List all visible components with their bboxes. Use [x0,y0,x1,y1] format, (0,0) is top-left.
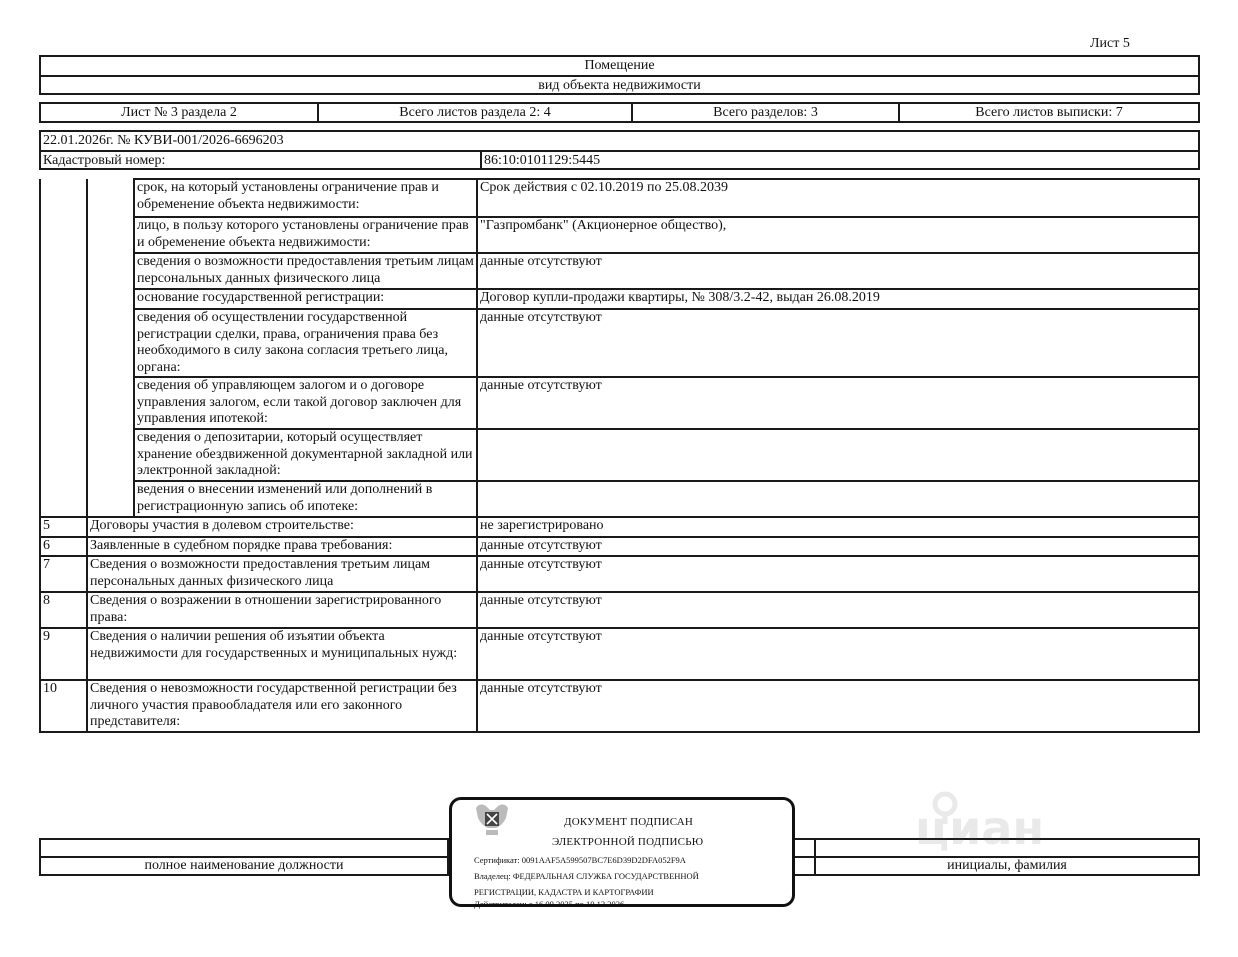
russian-coat-of-arms-icon [470,800,514,840]
row-value: данные отсутствуют [477,556,1199,592]
total-sheets-section: Всего листов раздела 2: 4 [319,104,633,121]
cadastral-number: 86:10:0101129:5445 [484,153,601,168]
row-label: Сведения о возражении в отношении зарегистрированного права: [87,592,477,628]
row-label: Сведения о наличии решения об изъятии объекта недвижимости для государственных и муниципальных нужд: [87,628,477,680]
requisites-block [39,130,1200,170]
blank-number-cell [40,429,87,481]
row-value: данные отсутствуют [477,537,1199,556]
total-sections: Всего разделов: 3 [633,104,900,121]
encumbrance-label: сведения об осуществлении государственной регистрации сделки, права, ограничения права без необходимого в силу закона согласия третьего лица, органа: [134,309,477,377]
blank-subnumber-cell [87,309,134,377]
row-number: 8 [40,592,87,628]
blank-number-cell [40,481,87,517]
sheet-number: Лист 5 [1090,36,1130,51]
row-number: 7 [40,556,87,592]
numbered-row [40,556,1199,592]
position-caption: полное наименование должности [40,857,448,875]
stamp-title-2: ЭЛЕКТРОННОЙ ПОДПИСЬЮ [552,836,704,848]
encumbrance-value: "Газпромбанк" (Акционерное общество), [477,217,1199,253]
numbered-row [40,680,1199,732]
encumbrance-row [40,253,1199,289]
encumbrance-row [40,179,1199,217]
encumbrance-row [40,481,1199,517]
total-sheets-extract: Всего листов выписки: 7 [975,105,1123,120]
numbered-row [40,628,1199,680]
row-label: Сведения о возможности предоставления третьим лицам персональных данных физического лица [87,556,477,592]
blank-subnumber-cell [87,217,134,253]
blank-number-cell [40,377,87,429]
object-type-block [39,55,1200,95]
blank-number-cell [40,179,87,217]
blank-subnumber-cell [87,481,134,517]
blank-subnumber-cell [87,429,134,481]
watermark [905,790,1095,870]
encumbrance-value [477,481,1199,517]
blank-subnumber-cell [87,289,134,309]
numbered-row [40,517,1199,537]
row-label: Договоры участия в долевом строительстве: [87,517,477,537]
encumbrance-label: сведения о депозитарии, который осуществляет хранение обездвиженной документарной закладной или электронной закладной: [134,429,477,481]
watermark-text: циан [915,801,1045,855]
row-value: данные отсутствуют [477,680,1199,732]
sheet-of-section: Лист № 3 раздела 2 [41,104,319,121]
blank-number-cell [40,217,87,253]
cadastral-row [41,150,1198,170]
blank-subnumber-cell [87,253,134,289]
row-number: 5 [40,517,87,537]
encumbrance-value: данные отсутствуют [477,377,1199,429]
stamp-certificate: Сертификат: 0091AAF5A599507BC7E6D39D2DFA052F9A [474,855,686,865]
rights-table [39,178,1200,733]
encumbrance-row [40,429,1199,481]
encumbrance-row [40,289,1199,309]
blank-number-cell [40,309,87,377]
cadastral-label: Кадастровый номер: [41,152,482,170]
row-label: Заявленные в судебном порядке права требования: [87,537,477,556]
encumbrance-value [477,429,1199,481]
stamp-owner-2: РЕГИСТРАЦИИ, КАДАСТРА И КАРТОГРАФИИ [474,887,654,897]
encumbrance-label: основание государственной регистрации: [134,289,477,309]
stamp-title-1: ДОКУМЕНТ ПОДПИСАН [564,816,694,828]
stamp-valid: Действителен: с 16.09.2025 по 10.12.2026 [474,899,625,909]
row-number: 9 [40,628,87,680]
object-type: Помещение [584,58,655,73]
stamp-owner-1: Владелец: ФЕДЕРАЛЬНАЯ СЛУЖБА ГОСУДАРСТВЕННОЙ [474,871,699,881]
name-caption: инициалы, фамилия [815,857,1199,875]
encumbrance-row [40,377,1199,429]
numbered-row [40,537,1199,556]
encumbrance-row [40,309,1199,377]
position-field [40,839,448,857]
blank-number-cell [40,253,87,289]
encumbrance-label: сведения о возможности предоставления третьим лицам персональных данных физического лица [134,253,477,289]
blank-number-cell [40,289,87,309]
encumbrance-label: срок, на который установлены ограничение прав и обременение объекта недвижимости: [134,179,477,217]
object-type-caption: вид объекта недвижимости [41,75,1198,95]
encumbrance-label: лицо, в пользу которого установлены ограничение прав и обременение объекта недвижимости: [134,217,477,253]
encumbrance-value: Договор купли-продажи квартиры, № 308/3.2-42, выдан 26.08.2019 [477,289,1199,309]
row-label: Сведения о невозможности государственной регистрации без личного участия правообладателя или его законного представителя: [87,680,477,732]
encumbrance-value: Срок действия с 02.10.2019 по 25.08.2039 [477,179,1199,217]
encumbrance-label: сведения об управляющем залогом и о договоре управления залогом, если такой договор заключен для управления ипотекой: [134,377,477,429]
blank-subnumber-cell [87,377,134,429]
blank-subnumber-cell [87,179,134,217]
encumbrance-label: ведения о внесении изменений или дополнений в регистрационную запись об ипотеке: [134,481,477,517]
row-number: 10 [40,680,87,732]
row-value: не зарегистрировано [477,517,1199,537]
row-value: данные отсутствуют [477,628,1199,680]
row-number: 6 [40,537,87,556]
encumbrance-row [40,217,1199,253]
encumbrance-value: данные отсутствуют [477,253,1199,289]
sheet-meta-row [39,102,1200,123]
row-value: данные отсутствуют [477,592,1199,628]
extract-date-number: 22.01.2026г. № КУВИ-001/2026-6696203 [43,133,284,148]
numbered-row [40,592,1199,628]
encumbrance-value: данные отсутствуют [477,309,1199,377]
